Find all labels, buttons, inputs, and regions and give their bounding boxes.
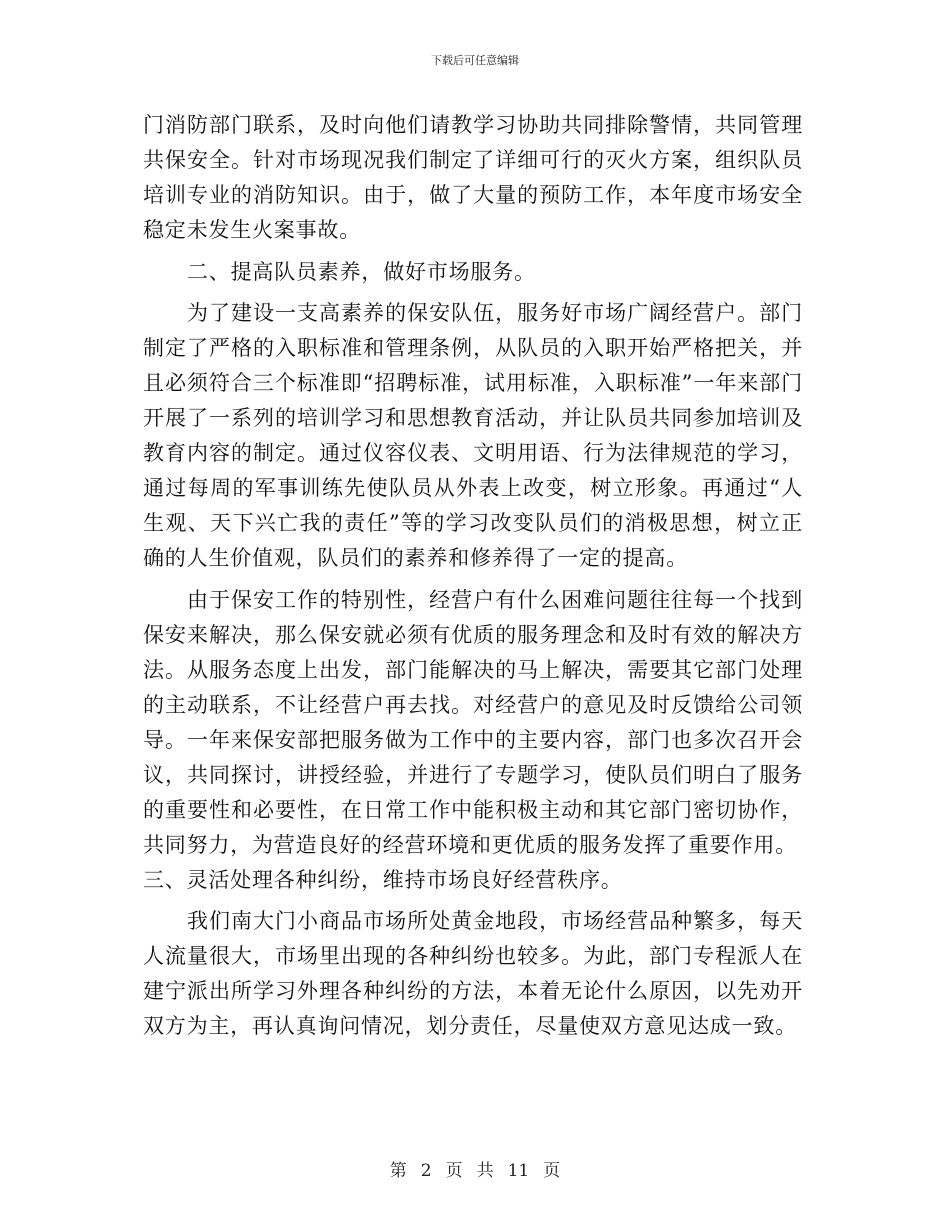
- paragraph-team-building: 为了建设一支高素养的保安队伍，服务好市场广阔经营户。部门制定了严格的入职标准和管理条例，从队员的入职开始严格把关，并且必须符合三个标准即“招聘标准，试用标准，入职标准”一年来部门开展了一系列的培训学习和思想教育活动，并让队员共同参加培训及教育内容的制定。通过仪容仪表、文明用语、行为法律规范的学习，通过每周的军事训练先使队员从外表上改变，树立形象。再通过“人生观、天下兴亡我的责任”等的学习改变队员们的消极思想，树立正确的人生价值观，队员们的素养和修养得了一定的提高。: [143, 301, 803, 570]
- footer-page-unit: 页: [445, 1161, 463, 1181]
- footer-current-page: 2: [420, 1161, 432, 1181]
- footer-page-label: 第: [389, 1161, 407, 1181]
- paragraph-fire-safety: 门消防部门联系，及时向他们请教学习协助共同排除警情，共同管理共保安全。针对市场现况我们制定了详细可行的灭火方案，组织队员培训专业的消防知识。由于，做了大量的预防工作，本年度市场安全稳定未发生火案事故。: [143, 113, 803, 242]
- section-heading-3: 三、灵活处理各种纠纷，维持市场良好经营秩序。: [143, 867, 623, 892]
- document-body: [143, 108, 803, 1044]
- paragraph-disputes: 我们南大门小商品市场所处黄金地段，市场经营品种繁多，每天人流量很大，市场里出现的各种纠纷也较多。为此，部门专程派人在建宁派出所学习外理各种纠纷的方法，本着无论什么原因，以先劝开双方为主，再认真询问情况，划分责任，尽量使双方意见达成一致。: [143, 909, 803, 1038]
- footer-total-unit: 页: [543, 1161, 561, 1181]
- footer-total-pages: 11: [507, 1161, 530, 1181]
- page-footer: [0, 1156, 950, 1181]
- paragraph-service: 由于保安工作的特别性，经营户有什么困难问题往往每一个找到保安来解决，那么保安就必须有优质的服务理念和及时有效的解决方法。从服务态度上出发，部门能解决的马上解决，需要其它部门处理的主动联系，不让经营户再去找。对经营户的意见及时反馈给公司领导。一年来保安部把服务做为工作中的主要内容，部门也多次召开会议，共同探讨，讲授经验，并进行了专题学习，使队员们明白了服务的重要性和必要性，在日常工作中能积极主动和其它部门密切协作，共同努力，为营造良好的经营环境和更优质的服务发挥了重要作用。: [143, 587, 803, 857]
- footer-total-label: 共: [476, 1161, 494, 1181]
- section-heading-2: 二、提高队员素养，做好市场服务。: [187, 259, 536, 284]
- page-header: 下载后可任意编辑: [431, 54, 519, 67]
